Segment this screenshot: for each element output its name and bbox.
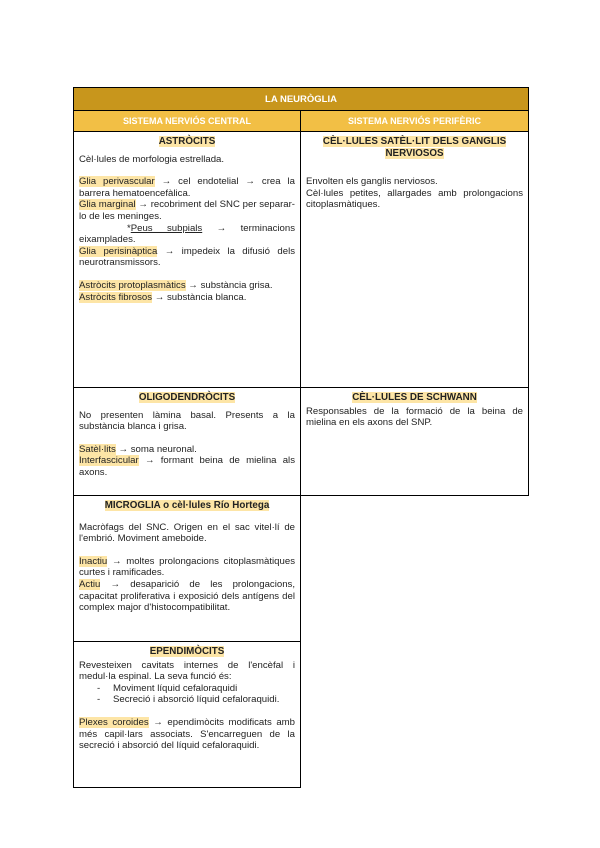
astrocits-intro: Cèl·lules de morfologia estrellada. [79, 153, 225, 165]
microglia-cell [74, 496, 301, 642]
actiu-term: Actiu [79, 578, 101, 590]
fibrosos-term: Astròcits fibrosos [79, 291, 153, 303]
perivascular-text: → cel endotelial → crea la barrera hematoencefàlica. [79, 176, 295, 199]
perivascular-term: Glia perivascular [79, 176, 155, 188]
subpial-paragraph [79, 223, 295, 246]
table-title: LA NEURÒGLIA [74, 88, 529, 111]
marginal-paragraph [79, 199, 295, 222]
interfascicular-paragraph [79, 455, 295, 478]
actiu-text: → desaparició de les prolongacions, capacitat proliferativa i exposició dels antígens del complex major d'histocompatibilitat. [79, 578, 295, 614]
ependimocits-intro: Revesteixen cavitats internes de l'encèfal i medul·la espinal. La seva funció és: [79, 659, 295, 683]
perisinaptica-term: Glia perisinàptica [79, 245, 158, 257]
satellits-paragraph [79, 444, 295, 456]
table-header-row [74, 111, 529, 132]
interfascicular-text: → formant beina de mielina als axons. [79, 455, 295, 478]
actiu-paragraph [79, 579, 295, 614]
subpial-term: Peus subpials [130, 222, 203, 234]
plexes-paragraph [79, 717, 295, 752]
satellits-text: → soma neuronal. [115, 443, 197, 455]
ependimocits-function-list [79, 683, 295, 706]
plexes-text: → ependimòcits modificats amb més capil·lars associats. S'encarreguen de la secreció i absorció del líquid cefaloraquidi. [79, 716, 295, 752]
list-item: - Secreció i absorció líquid cefaloraquidi. [97, 694, 295, 706]
neuroglia-table [73, 87, 529, 788]
subpial-prefix: * [127, 222, 131, 234]
protoplasmatics-paragraph [79, 280, 295, 292]
schwann-text: Responsables de la formació de la beina de mielina en els axons del SNP. [306, 405, 524, 429]
inactiu-paragraph [79, 556, 295, 579]
neuroglia-document [73, 87, 528, 788]
marginal-term: Glia marginal [79, 199, 136, 211]
interfascicular-term: Interfascicular [79, 455, 139, 467]
table-row [74, 642, 529, 788]
subpial-text: → terminacions eixamplades. [79, 222, 296, 246]
empty-cell [301, 642, 529, 788]
column-header-peripheral: SISTEMA NERVIÓS PERIFÈRIC [301, 111, 529, 132]
ependimocits-title: EPENDIMÒCITS [149, 646, 225, 657]
perisinaptica-paragraph [79, 246, 295, 269]
table-row [74, 496, 529, 642]
fibrosos-text: → substància blanca. [152, 291, 247, 303]
satellit-cell [301, 132, 529, 388]
satellit-line2: Cèl·lules petites, allargades amb prolongacions citoplasmàtiques. [306, 187, 524, 211]
plexes-term: Plexes coroides [79, 716, 149, 728]
protoplasmatics-text: → substància grisa. [185, 279, 273, 291]
table-title-row [74, 88, 529, 111]
table-row [74, 388, 529, 496]
inactiu-text: → moltes prolongacions citoplasmàtiques curtes i ramificades. [79, 555, 295, 579]
empty-cell [301, 496, 529, 642]
column-header-central: SISTEMA NERVIÓS CENTRAL [74, 111, 301, 132]
oligodendrocits-cell [74, 388, 301, 496]
astrocits-cell [74, 132, 301, 388]
satellit-line1: Envolten els ganglis nerviosos. [306, 176, 438, 188]
marginal-text: → recobriment del SNC per separar-lo de les meninges. [79, 199, 295, 222]
satellits-term: Satèl·lits [79, 443, 116, 455]
oligodendrocits-intro: No presenten làmina basal. Presents a la substància blanca i grisa. [79, 409, 295, 433]
schwann-title: CÈL·LULES DE SCHWANN [352, 392, 477, 403]
satellit-title: CÈL·LULES SATÈL·LIT DELS GANGLIS NERVIOSOS [322, 136, 507, 159]
schwann-cell [301, 388, 529, 496]
microglia-intro: Macròfags del SNC. Origen en el sac vitel·lí de l'embrió. Moviment ameboide. [79, 521, 295, 545]
perivascular-paragraph [79, 176, 295, 199]
list-item: - Moviment líquid cefaloraquidi [97, 683, 295, 695]
table-row [74, 132, 529, 388]
oligodendrocits-title: OLIGODENDRÒCITS [138, 392, 236, 403]
astrocits-title: ASTRÒCITS [158, 136, 216, 147]
inactiu-term: Inactiu [79, 555, 108, 567]
protoplasmatics-term: Astròcits protoplasmàtics [79, 279, 186, 291]
perisinaptica-text: → impedeix la difusió dels neurotransmissors. [79, 245, 295, 269]
microglia-title: MICROGLIA o cèl·lules Río Hortega [104, 500, 270, 511]
ependimocits-cell [74, 642, 301, 788]
fibrosos-paragraph [79, 292, 295, 304]
